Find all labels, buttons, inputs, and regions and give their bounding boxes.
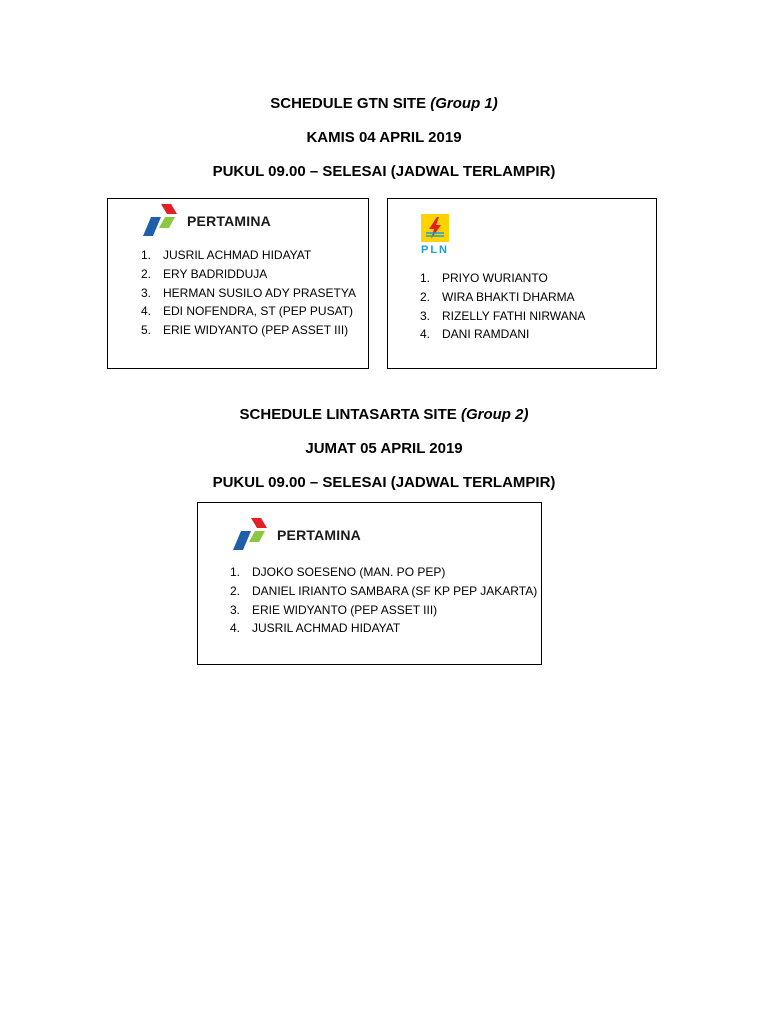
- list-item: 4. DANI RAMDANI: [420, 327, 530, 342]
- pln-logo: [421, 214, 449, 256]
- group1-date: KAMIS 04 APRIL 2019: [306, 129, 462, 146]
- list-item: 3. RIZELLY FATHI NIRWANA: [420, 308, 586, 323]
- pertamina-member-list: [230, 563, 537, 638]
- pln-member-list: [420, 269, 585, 344]
- group1-title-group: (Group 1): [430, 95, 498, 112]
- pln-logo-text: PLN: [421, 244, 449, 256]
- pertamina-logo-icon: [229, 518, 271, 552]
- pertamina-logo-text: PERTAMINA: [187, 213, 271, 229]
- group1-title: [0, 94, 768, 114]
- list-item: 1. JUSRIL ACHMAD HIDAYAT: [141, 248, 312, 262]
- lightning-icon: [421, 214, 449, 242]
- list-item: 3. HERMAN SUSILO ADY PRASETYA: [141, 285, 356, 300]
- pertamina-box-group1: [107, 198, 369, 369]
- group2-title: [0, 405, 768, 425]
- list-item: 3. ERIE WIDYANTO (PEP ASSET III): [230, 602, 438, 617]
- pertamina-logo-icon: [139, 204, 181, 238]
- pertamina-logo-text: PERTAMINA: [277, 527, 361, 543]
- group1-time: PUKUL 09.00 – SELESAI (JADWAL TERLAMPIR): [212, 163, 556, 180]
- list-item: 1. DJOKO SOESENO (MAN. PO PEP): [230, 565, 446, 579]
- list-item: 1. PRIYO WURIANTO: [420, 271, 548, 285]
- group1-title-text: SCHEDULE GTN SITE: [270, 95, 427, 112]
- pertamina-box-group2: [197, 502, 542, 665]
- list-item: 5. ERIE WIDYANTO (PEP ASSET III): [141, 323, 349, 338]
- list-item: 2. ERY BADRIDDUJA: [141, 266, 268, 281]
- list-item: 4. JUSRIL ACHMAD HIDAYAT: [230, 621, 401, 636]
- pln-box-group1: [387, 198, 657, 369]
- group2-title-group: (Group 2): [460, 406, 529, 423]
- list-item: 4. EDI NOFENDRA, ST (PEP PUSAT): [141, 304, 354, 319]
- list-item: 2. DANIEL IRIANTO SAMBARA (SF KP PEP JAKARTA): [230, 583, 538, 598]
- pertamina-member-list: [141, 246, 356, 340]
- group2-title-text: SCHEDULE LINTASARTA SITE: [239, 406, 457, 423]
- list-item: 2. WIRA BHAKTI DHARMA: [420, 289, 575, 304]
- pertamina-logo: [229, 518, 361, 552]
- group2-date: JUMAT 05 APRIL 2019: [305, 440, 463, 457]
- group2-time: PUKUL 09.00 – SELESAI (JADWAL TERLAMPIR): [212, 474, 556, 491]
- pertamina-logo: [139, 204, 271, 238]
